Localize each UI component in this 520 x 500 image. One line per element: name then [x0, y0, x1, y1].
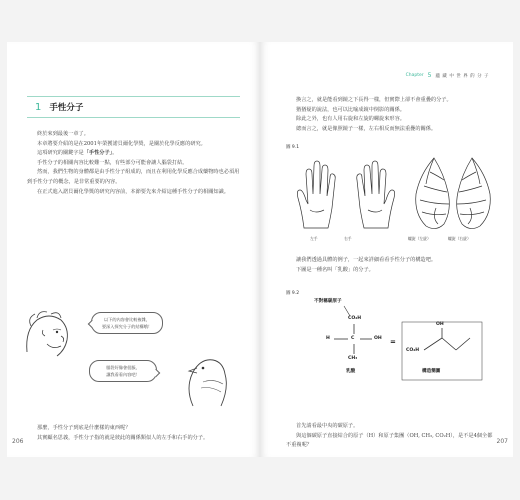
hands-and-shells-figure	[294, 154, 494, 234]
right-shell-icon	[457, 158, 491, 229]
speech-bubble-professor: 以下的內容會比較複雜， 要深入探究分子的結構哦！	[91, 312, 163, 334]
chapter-number: 5	[427, 72, 432, 79]
page-number: 206	[12, 438, 24, 445]
chiral-carbon-label: 不對稱碳原子	[314, 299, 342, 304]
top-text	[286, 96, 496, 134]
page-number: 207	[496, 438, 508, 445]
paragraph: 然而，我們生物的身體都是由手性分子組成的，而且在利用化學反應合成藥物時也必須用到手性分子的概念，是非常重要的內容。	[27, 169, 240, 185]
right-hand-icon	[357, 161, 395, 228]
atom-co2h-top: CO₂H	[348, 316, 362, 321]
lactic-acid-figure	[304, 298, 484, 384]
chapter-title: 蘊 藏 中 世 界 的 分 子	[435, 73, 489, 79]
figure-label: 圖 9.2	[286, 291, 300, 296]
professor-illustration	[17, 300, 77, 360]
paragraph: 猶猶疑的說法，也可以比喻成鏡中倒影的關係。	[296, 106, 405, 113]
atom-c: C	[351, 336, 355, 341]
section-heading	[27, 96, 240, 118]
paragraph: 在正式進入諾貝爾化學獎的研究內容前，本節要先來介紹這種手性分子的相關知識。	[37, 188, 229, 195]
right-page	[260, 42, 513, 457]
paragraph: 那麼，手性分子到底是什麼樣的東西呢？	[37, 425, 131, 431]
paragraph: 除此之外，也有人用右旋和左旋的螺旋來形容。	[296, 116, 405, 123]
caption-left-shell: 螺旋（左旋）	[408, 236, 431, 241]
paragraph: 本章將要介紹的是在2001年榮獲諾貝爾化學獎，是關於化學反應的研究。	[37, 140, 206, 147]
skeleton-oh: OH	[436, 322, 444, 327]
left-shell-icon	[416, 158, 450, 229]
atom-h: H	[326, 336, 330, 341]
paragraph: 讓我們透過具體的例子，一起來詳細看看手性分子的構造吧。	[296, 257, 437, 263]
keyword: 「手性分子」	[83, 150, 113, 157]
bottom-text	[286, 422, 496, 451]
paragraph-keyword: 這項研究的關鍵字是「手性分子」。	[37, 150, 118, 157]
caption-right-hand: 右手	[344, 236, 352, 241]
paragraph: 終於來到最後一章了。	[37, 131, 89, 137]
intro-text	[27, 130, 241, 197]
mid-text	[286, 256, 496, 275]
molecule-name: 乳酸	[346, 369, 356, 374]
caption-left-hand: 左手	[310, 236, 318, 241]
paragraph: 下圖是一種名叫「乳酸」的分子。	[296, 266, 374, 273]
running-head	[406, 72, 489, 79]
left-page	[7, 42, 260, 457]
left-hand-icon	[297, 161, 335, 228]
speech-bubble-pigeon: 腦袋好像會很脹， 讓我看看內容吧！	[89, 360, 157, 382]
equals-sign: =	[390, 338, 396, 346]
pigeon-illustration	[173, 348, 237, 408]
section-title: 手性分子	[49, 103, 84, 113]
paragraph: 其實顧名思義，手性分子指的就是彼此的關係類似人的左手和右手的分子。	[37, 434, 209, 441]
skeleton-co2h: CO₂H	[406, 348, 420, 353]
skeleton-label: 構造簡圖	[422, 369, 441, 374]
atom-oh: OH	[374, 336, 382, 341]
section-number: 1	[35, 101, 42, 113]
paragraph: 手性分子的相關內容比較難一點，有些部分可能會讓人腦袋打結。	[37, 159, 188, 166]
paragraph: 與這個碳原子直接結合的原子（H）和原子集團（OH, CH₃, CO₂H），是不是4個全都不重複呢？	[286, 432, 493, 449]
atom-ch3: CH₃	[348, 356, 358, 361]
paragraph: 總而言之，就是像照鏡子一樣，左右相反而無法重疊的關係。	[296, 125, 437, 132]
caption-right-shell: 螺旋（右旋）	[448, 236, 471, 241]
bottom-text	[27, 424, 241, 443]
figure-label: 圖 9.1	[286, 145, 300, 150]
chapter-label: Chapter	[405, 73, 424, 78]
paragraph: 換言之，就是能看到鏡之下長得一樣，但實際上卻不會重疊的分子。	[296, 97, 452, 103]
paragraph: 首先請看最中央的碳原子。	[296, 423, 359, 429]
